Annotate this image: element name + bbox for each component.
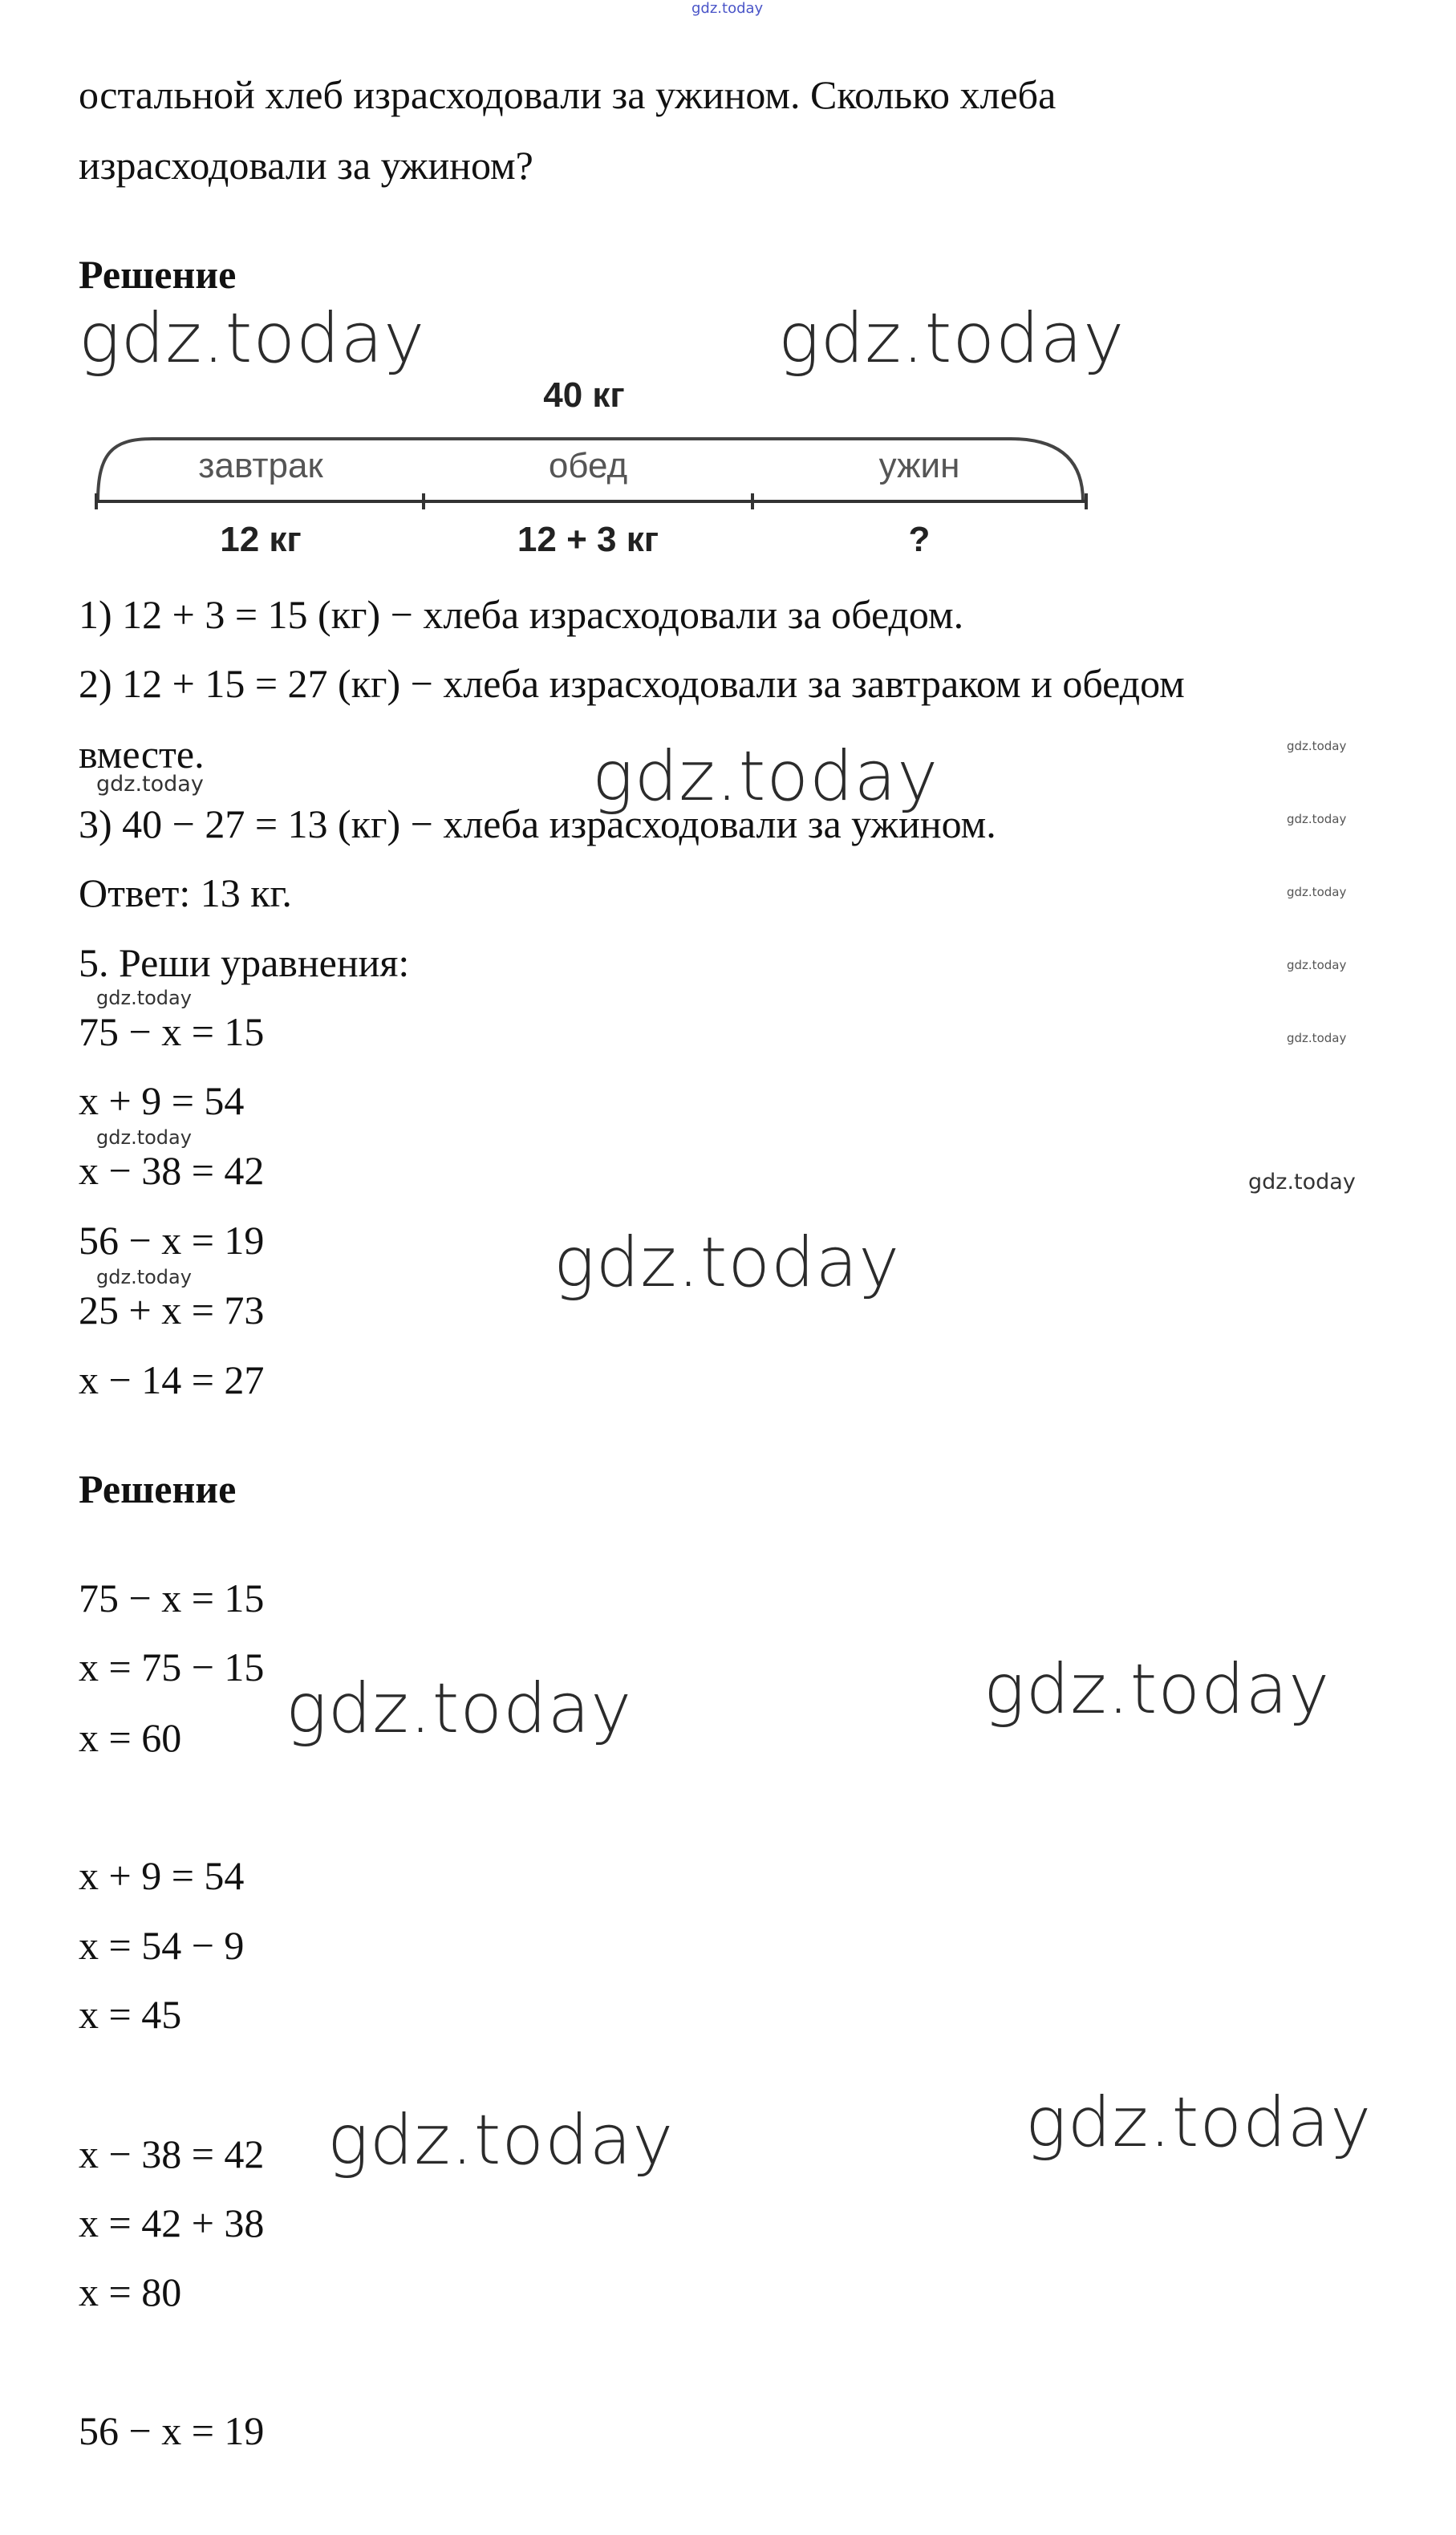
diagram-total-label: 40 кг [543, 375, 625, 415]
solution-line: x = 75 − 15 [79, 1645, 265, 1689]
watermark-top: gdz.today [691, 0, 764, 17]
solution-heading-1: Решение [79, 252, 237, 297]
watermark-small: gdz.today [96, 1126, 192, 1149]
watermark-big: gdz.today [286, 1669, 633, 1749]
solution-line: x = 60 [79, 1715, 182, 1760]
solution-line: x + 9 = 54 [79, 1853, 245, 1898]
watermark-big: gdz.today [79, 298, 426, 379]
watermark-big: gdz.today [554, 1223, 901, 1303]
answer-text: Ответ: 13 кг. [79, 870, 292, 915]
solution-line: x = 45 [79, 1992, 182, 2037]
diagram-segment-label: ужин [878, 446, 960, 485]
solution-step: 2) 12 + 15 = 27 (кг) − хлеба израсходовали за завтраком и обедом [79, 661, 1185, 706]
diagram-segment-label: завтрак [198, 446, 323, 485]
watermark-tiny: gdz.today [1287, 1031, 1347, 1045]
watermark-tiny: gdz.today [1287, 885, 1347, 899]
problem-text-line-1: остальной хлеб израсходовали за ужином. Сколько хлеба [79, 72, 1057, 117]
solution-line: 75 − x = 15 [79, 1576, 265, 1620]
equation: 25 + x = 73 [79, 1288, 265, 1332]
watermark-tiny: gdz.today [1287, 958, 1347, 972]
diagram-segment-value: 12 кг [220, 520, 302, 559]
solution-line: x = 54 − 9 [79, 1923, 245, 1968]
watermark-small: gdz.today [1248, 1170, 1356, 1194]
watermark-small: gdz.today [96, 987, 192, 1009]
watermark-small: gdz.today [96, 1266, 192, 1288]
solution-line: x = 80 [79, 2269, 182, 2314]
equation: 75 − x = 15 [79, 1009, 265, 1054]
diagram-segment-value: 12 + 3 кг [517, 520, 659, 559]
equation: x − 38 = 42 [79, 1148, 265, 1193]
diagram-segment-value: ? [908, 520, 931, 559]
solution-step: 1) 12 + 3 = 15 (кг) − хлеба израсходовали за обедом. [79, 592, 964, 637]
watermark-big: gdz.today [778, 298, 1125, 379]
solution-heading-2: Решение [79, 1466, 237, 1511]
equation: x − 14 = 27 [79, 1357, 265, 1402]
task5-title: 5. Реши уравнения: [79, 940, 410, 985]
equation: x + 9 = 54 [79, 1078, 245, 1123]
watermark-big: gdz.today [592, 736, 939, 817]
diagram-segment-label: обед [548, 446, 628, 485]
solution-step: вместе. [79, 732, 205, 777]
watermark-small: gdz.today [96, 772, 204, 797]
solution-line: 56 − x = 19 [79, 2408, 265, 2453]
watermark-big: gdz.today [327, 2100, 675, 2180]
solution-step: 3) 40 − 27 = 13 (кг) − хлеба израсходовали за ужином. [79, 801, 996, 846]
watermark-tiny: gdz.today [1287, 739, 1347, 753]
watermark-big: gdz.today [1025, 2083, 1373, 2163]
equation: 56 − x = 19 [79, 1218, 265, 1263]
solution-line: x = 42 + 38 [79, 2200, 265, 2245]
segment-diagram [80, 365, 1107, 566]
problem-text-line-2: израсходовали за ужином? [79, 143, 533, 188]
watermark-tiny: gdz.today [1287, 812, 1347, 826]
solution-line: x − 38 = 42 [79, 2131, 265, 2176]
watermark-big: gdz.today [984, 1649, 1331, 1730]
